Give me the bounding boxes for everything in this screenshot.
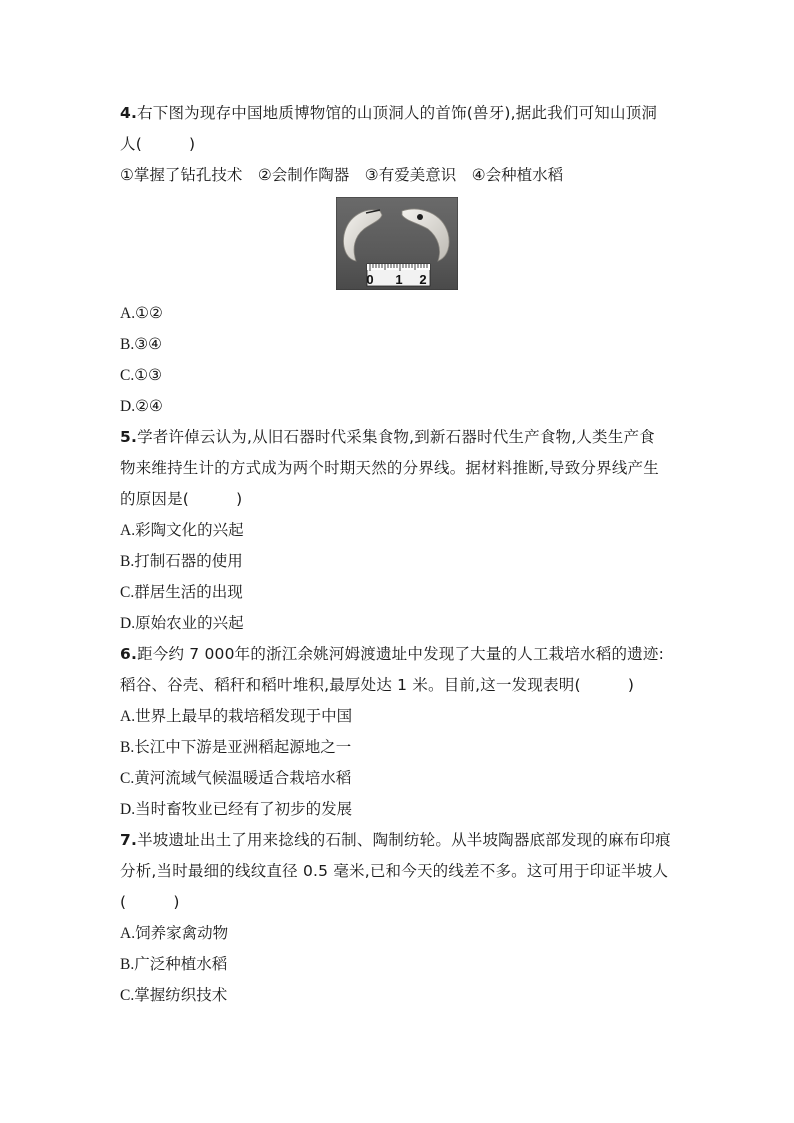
question-4-stem-line-1 bbox=[120, 98, 680, 129]
question-5-option-b[interactable]: B.打制石器的使用 bbox=[120, 552, 243, 570]
question-4-text-1: 右下图为现存中国地质博物馆的山顶洞人的首饰(兽牙),据此我们可知山顶洞 bbox=[137, 104, 658, 122]
question-6-option-d[interactable]: D.当时畜牧业已经有了初步的发展 bbox=[120, 800, 353, 818]
question-4-number: 4. bbox=[120, 104, 138, 122]
question-6-option-c[interactable]: C.黄河流域气候温暖适合栽培水稻 bbox=[120, 769, 352, 787]
question-7-stem-line-2: 分析,当时最细的线纹直径 0.5 毫米,已和今天的线差不多。这可用于印证半坡人 bbox=[120, 862, 669, 880]
question-5-text-1: 学者许倬云认为,从旧石器时代采集食物,到新石器时代生产食物,人类生产食 bbox=[137, 428, 655, 446]
question-5-option-a[interactable]: A.彩陶文化的兴起 bbox=[120, 521, 244, 539]
question-6-stem-line-1 bbox=[120, 639, 680, 670]
question-5-option-c[interactable]: C.群居生活的出现 bbox=[120, 583, 243, 601]
question-6-option-b[interactable]: B.长江中下游是亚洲稻起源地之一 bbox=[120, 738, 352, 756]
question-7-option-a[interactable]: A.饲养家禽动物 bbox=[120, 924, 229, 942]
question-4-statements: ①掌握了钻孔技术 ②会制作陶器 ③有爱美意识 ④会种植水稻 bbox=[120, 166, 564, 184]
scale-label-2: 2 bbox=[419, 272, 427, 287]
question-6-text-1: 距今约 7 000年的浙江余姚河姆渡遗址中发现了大量的人工栽培水稻的遗迹: bbox=[137, 645, 665, 663]
scale-label-1: 1 bbox=[395, 272, 403, 287]
question-5-number: 5. bbox=[120, 428, 138, 446]
question-7-option-c[interactable]: C.掌握纺织技术 bbox=[120, 986, 228, 1004]
question-6-option-a[interactable]: A.世界上最早的栽培稻发现于中国 bbox=[120, 707, 353, 725]
question-5-stem-line-1 bbox=[120, 422, 680, 453]
question-7-stem-line-1 bbox=[120, 825, 680, 856]
question-4-option-a[interactable]: A.①② bbox=[120, 304, 163, 322]
question-7-text-1: 半坡遗址出土了用来捻线的石制、陶制纺轮。从半坡陶器底部发现的麻布印痕 bbox=[137, 831, 671, 849]
question-4-option-b[interactable]: B.③④ bbox=[120, 335, 163, 353]
question-5-option-d[interactable]: D.原始农业的兴起 bbox=[120, 614, 244, 632]
question-6-number: 6. bbox=[120, 645, 138, 663]
question-5-stem-line-3: 的原因是( ) bbox=[120, 490, 243, 508]
tooth-ornament-photo bbox=[336, 197, 458, 290]
question-4-option-d[interactable]: D.②④ bbox=[120, 397, 163, 415]
question-6 bbox=[120, 639, 680, 825]
tooth-ornament-image bbox=[336, 197, 458, 290]
question-4 bbox=[120, 98, 680, 422]
question-7 bbox=[120, 825, 680, 1011]
question-5-stem-line-2: 物来维持生计的方式成为两个时期天然的分界线。据材料推断,导致分界线产生 bbox=[120, 459, 659, 477]
question-4-stem-line-2: 人( ) bbox=[120, 135, 196, 153]
scale-label-0: 0 bbox=[366, 272, 374, 287]
question-7-option-b[interactable]: B.广泛种植水稻 bbox=[120, 955, 228, 973]
exam-page bbox=[120, 98, 680, 1011]
question-7-stem-line-3: ( ) bbox=[120, 893, 180, 911]
question-6-stem-line-2: 稻谷、谷壳、稻秆和稻叶堆积,最厚处达 1 米。目前,这一发现表明( ) bbox=[120, 676, 635, 694]
question-4-option-c[interactable]: C.①③ bbox=[120, 366, 163, 384]
question-7-number: 7. bbox=[120, 831, 138, 849]
question-5 bbox=[120, 422, 680, 639]
scale-ruler bbox=[366, 264, 430, 287]
